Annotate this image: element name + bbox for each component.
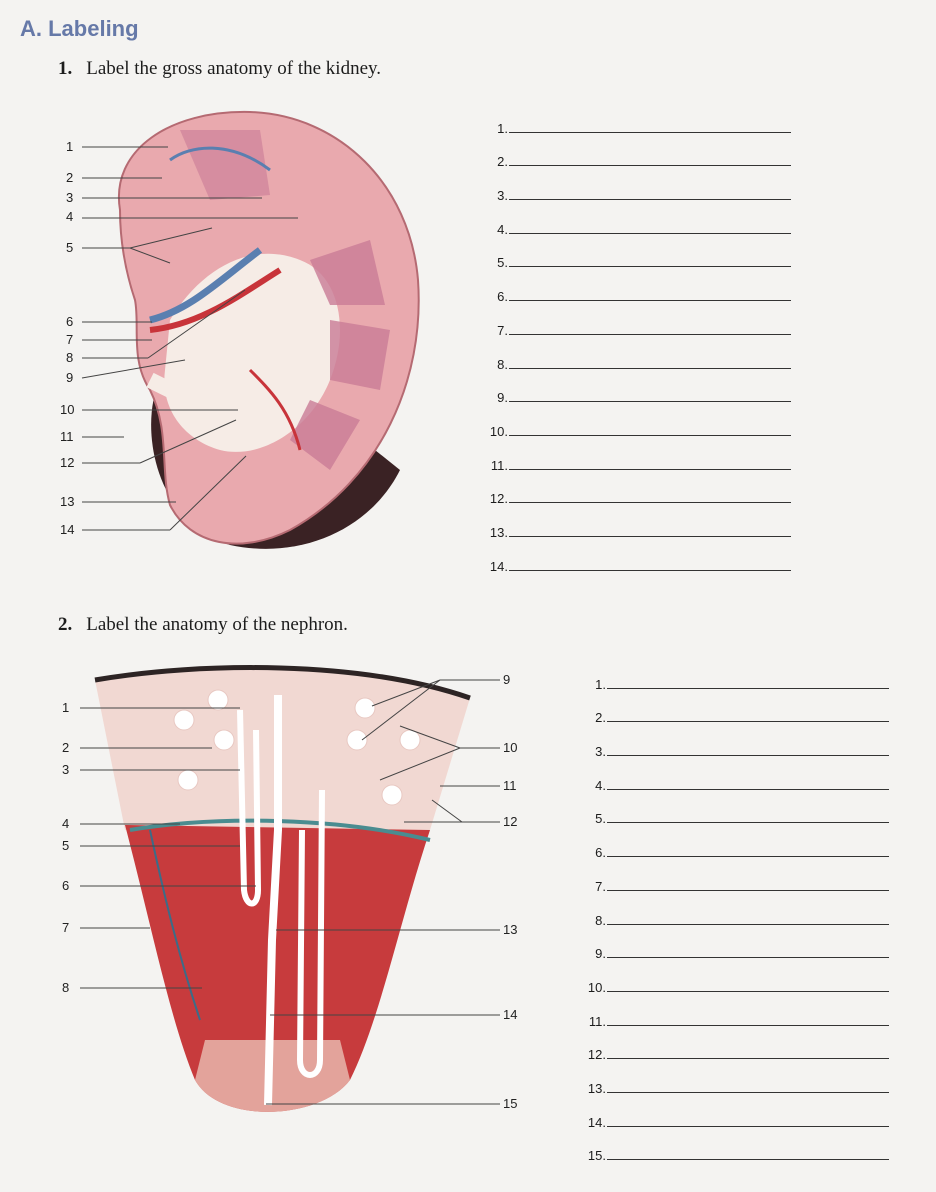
glomerulus-shape: [208, 690, 228, 710]
answer-blank[interactable]: [607, 1025, 889, 1026]
question-text: Label the anatomy of the nephron.: [86, 614, 348, 635]
answer-blank[interactable]: [509, 570, 791, 571]
answer-blank[interactable]: [509, 368, 791, 369]
callout-label: 13: [503, 922, 518, 937]
callout-label: 7: [66, 332, 74, 347]
answer-blank[interactable]: [509, 233, 791, 234]
callout-label: 11: [60, 429, 74, 444]
answer-blank[interactable]: [509, 132, 791, 133]
callout-label: 8: [62, 980, 70, 995]
callout-label: 13: [60, 494, 75, 509]
glomerulus-shape: [382, 785, 402, 805]
answer-blank[interactable]: [607, 924, 889, 925]
answer-blank[interactable]: [607, 1126, 889, 1127]
answer-number: 12.: [587, 1047, 606, 1063]
answer-blank[interactable]: [509, 300, 791, 301]
answer-row: [580, 725, 889, 759]
callout-label: 8: [66, 350, 74, 365]
callout-label: 6: [62, 878, 70, 893]
callout-label: 2: [62, 740, 70, 755]
answer-number: 5.: [497, 255, 508, 271]
nephron-answer-list: [580, 658, 889, 1163]
callout-label: 9: [503, 672, 511, 687]
callout-label: 4: [62, 816, 70, 831]
answer-row: [580, 894, 889, 928]
question-text: Label the gross anatomy of the kidney.: [86, 58, 382, 79]
callout-label: 11: [503, 778, 517, 793]
answer-row: [482, 338, 791, 372]
callout-label: 12: [60, 455, 75, 470]
answer-row: [482, 136, 791, 170]
leader-line: [432, 800, 462, 822]
kidney-answer-list: [482, 102, 791, 574]
answer-number: 11.: [490, 457, 508, 473]
answer-number: 13.: [489, 524, 508, 540]
glomerulus-shape: [214, 730, 234, 750]
answer-row: [482, 102, 791, 136]
answer-blank[interactable]: [607, 890, 889, 891]
answer-row: [482, 439, 791, 473]
callout-label: 12: [503, 814, 518, 829]
answer-number: 8.: [595, 912, 606, 928]
answer-number: 6.: [497, 289, 508, 305]
answer-row: [482, 304, 791, 338]
answer-blank[interactable]: [607, 856, 889, 857]
answer-blank[interactable]: [509, 536, 791, 537]
answer-number: 10.: [489, 423, 508, 439]
glomerulus-shape: [178, 770, 198, 790]
answer-number: 7.: [595, 878, 606, 894]
answer-row: [580, 928, 889, 962]
callout-label: 5: [62, 838, 70, 853]
callout-label: 15: [503, 1096, 518, 1111]
callout-label: 10: [503, 740, 518, 755]
callout-label: 5: [66, 240, 74, 255]
nephron-diagram: [0, 640, 560, 1130]
answer-number: 6.: [595, 845, 606, 861]
answer-row: [580, 860, 889, 894]
answer-row: [482, 270, 791, 304]
callout-label: 9: [66, 370, 74, 385]
answer-number: 12.: [489, 491, 508, 507]
answer-blank[interactable]: [607, 991, 889, 992]
answer-row: [580, 826, 889, 860]
question-1: [58, 58, 381, 80]
callout-label: 6: [66, 314, 74, 329]
answer-row: [482, 372, 791, 406]
answer-number: 2.: [497, 154, 508, 170]
answer-number: 3.: [595, 744, 606, 760]
answer-number: 11.: [588, 1013, 606, 1029]
answer-row: [580, 759, 889, 793]
answer-row: [482, 506, 791, 540]
answer-row: [482, 405, 791, 439]
answer-blank[interactable]: [509, 334, 791, 335]
answer-row: [580, 1062, 889, 1096]
answer-number: 7.: [497, 322, 508, 338]
glomerulus-shape: [174, 710, 194, 730]
answer-row: [482, 473, 791, 507]
callout-label: 1: [66, 139, 74, 154]
callout-label: 10: [60, 402, 75, 417]
pyramid-shape: [330, 320, 390, 390]
answer-blank[interactable]: [607, 721, 889, 722]
kidney-diagram: [0, 90, 470, 560]
callout-label: 2: [66, 170, 74, 185]
answer-number: 13.: [587, 1080, 606, 1096]
answer-number: 9.: [497, 390, 508, 406]
answer-number: 14.: [489, 558, 508, 574]
glomerulus-shape: [400, 730, 420, 750]
answer-blank[interactable]: [509, 469, 791, 470]
question-2: [58, 614, 348, 636]
answer-blank[interactable]: [509, 401, 791, 402]
answer-blank[interactable]: [509, 435, 791, 436]
question-number: 1.: [58, 58, 73, 79]
callout-label: 3: [62, 762, 70, 777]
answer-blank[interactable]: [607, 688, 889, 689]
answer-row: [580, 1096, 889, 1130]
nephron-illustration: [0, 640, 560, 1130]
answer-number: 4.: [497, 221, 508, 237]
answer-number: 8.: [497, 356, 508, 372]
answer-blank[interactable]: [607, 755, 889, 756]
answer-row: [580, 1029, 889, 1063]
answer-row: [482, 237, 791, 271]
answer-row: [482, 169, 791, 203]
answer-number: 9.: [595, 946, 606, 962]
answer-number: 10.: [587, 979, 606, 995]
answer-number: 3.: [497, 188, 508, 204]
callout-label: 7: [62, 920, 70, 935]
answer-blank[interactable]: [509, 266, 791, 267]
answer-blank[interactable]: [509, 502, 791, 503]
answer-blank[interactable]: [509, 199, 791, 200]
glomerulus-shape: [355, 698, 375, 718]
answer-number: 1.: [595, 676, 606, 692]
answer-row: [580, 961, 889, 995]
answer-row: [580, 793, 889, 827]
answer-blank[interactable]: [509, 165, 791, 166]
callout-label: 3: [66, 190, 74, 205]
answer-number: 5.: [595, 811, 606, 827]
answer-blank[interactable]: [607, 1058, 889, 1059]
answer-row: [580, 995, 889, 1029]
answer-blank[interactable]: [607, 1092, 889, 1093]
answer-row: [580, 658, 889, 692]
callout-label: 14: [503, 1007, 518, 1022]
glomerulus-shape: [347, 730, 367, 750]
answer-number: 14.: [587, 1114, 606, 1130]
answer-row: [482, 203, 791, 237]
section-title: A. Labeling: [20, 16, 139, 41]
callout-label: 4: [66, 209, 74, 224]
answer-blank[interactable]: [607, 822, 889, 823]
answer-blank[interactable]: [607, 789, 889, 790]
answer-number: 4.: [595, 777, 606, 793]
answer-row: [580, 692, 889, 726]
answer-number: 2.: [595, 710, 606, 726]
callout-label: 1: [62, 700, 70, 715]
answer-blank[interactable]: [607, 957, 889, 958]
answer-blank[interactable]: [607, 1159, 889, 1160]
callout-label: 14: [60, 522, 75, 537]
answer-number: 15.: [587, 1148, 606, 1164]
answer-number: 1.: [497, 120, 508, 136]
answer-row: [580, 1130, 889, 1164]
answer-row: [482, 540, 791, 574]
question-number: 2.: [58, 614, 73, 635]
